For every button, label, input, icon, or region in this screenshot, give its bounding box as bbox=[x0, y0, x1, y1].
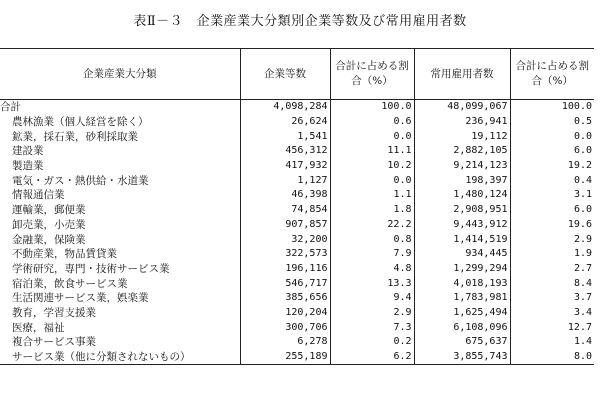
enterprises-cell: 300,706 bbox=[240, 320, 330, 335]
employees-pct-cell: 3.7 bbox=[510, 291, 594, 306]
industry-name-cell: 建設業 bbox=[12, 145, 44, 158]
employees-cell: 2,882,105 bbox=[414, 144, 510, 159]
enterprises-cell: 907,857 bbox=[240, 218, 330, 233]
industry-name-cell: 鉱業，採石業，砂利採取業 bbox=[12, 130, 138, 143]
enterprises-pct-cell: 100.0 bbox=[330, 100, 414, 115]
enterprises-cell: 26,624 bbox=[240, 115, 330, 130]
employees-cell: 1,625,494 bbox=[414, 306, 510, 321]
table-row bbox=[0, 335, 594, 350]
industry-name-cell: 不動産業，物品賃貸業 bbox=[12, 248, 117, 261]
enterprises-cell: 385,656 bbox=[240, 291, 330, 306]
enterprises-pct-cell: 7.9 bbox=[330, 247, 414, 262]
header-employees: 常用雇用者数 bbox=[414, 49, 510, 100]
enterprises-pct-cell: 10.2 bbox=[330, 159, 414, 174]
industry-statistics-table bbox=[0, 48, 594, 365]
employees-pct-cell: 1.9 bbox=[510, 247, 594, 262]
header-enterprises-pct: 合計に占める割合（%） bbox=[330, 49, 414, 100]
table-row bbox=[0, 276, 594, 291]
enterprises-pct-cell: 9.4 bbox=[330, 291, 414, 306]
table-row bbox=[0, 129, 594, 144]
employees-pct-cell: 6.0 bbox=[510, 203, 594, 218]
enterprises-cell: 74,854 bbox=[240, 203, 330, 218]
employees-cell: 9,443,912 bbox=[414, 218, 510, 233]
industry-name-cell: 電気・ガス・熱供給・水道業 bbox=[12, 174, 149, 187]
employees-cell: 3,855,743 bbox=[414, 350, 510, 365]
table-header-row bbox=[0, 49, 594, 100]
employees-pct-cell: 3.4 bbox=[510, 306, 594, 321]
employees-cell: 6,108,096 bbox=[414, 320, 510, 335]
table-row bbox=[0, 115, 594, 130]
header-employees-pct: 合計に占める割合（%） bbox=[510, 49, 594, 100]
enterprises-pct-cell: 0.8 bbox=[330, 232, 414, 247]
enterprises-cell: 255,189 bbox=[240, 350, 330, 365]
industry-name-cell: 農林漁業（個人経営を除く） bbox=[12, 116, 149, 129]
employees-pct-cell: 1.4 bbox=[510, 335, 594, 350]
industry-name-cell: 教育，学習支援業 bbox=[12, 306, 96, 319]
enterprises-pct-cell: 13.3 bbox=[330, 276, 414, 291]
employees-pct-cell: 19.6 bbox=[510, 218, 594, 233]
header-enterprises: 企業等数 bbox=[240, 49, 330, 100]
table-row bbox=[0, 247, 594, 262]
table-row bbox=[0, 320, 594, 335]
employees-cell: 1,783,981 bbox=[414, 291, 510, 306]
employees-pct-cell: 8.4 bbox=[510, 276, 594, 291]
employees-cell: 48,099,067 bbox=[414, 100, 510, 115]
enterprises-cell: 4,098,284 bbox=[240, 100, 330, 115]
industry-name-cell: 運輸業，郵便業 bbox=[12, 204, 86, 217]
table-row bbox=[0, 350, 594, 365]
industry-name-cell: 情報通信業 bbox=[12, 189, 65, 202]
industry-name-cell: 金融業，保険業 bbox=[12, 233, 86, 246]
enterprises-cell: 32,200 bbox=[240, 232, 330, 247]
employees-cell: 19,112 bbox=[414, 129, 510, 144]
table-row bbox=[0, 232, 594, 247]
table-row bbox=[0, 262, 594, 277]
enterprises-pct-cell: 1.1 bbox=[330, 188, 414, 203]
employees-pct-cell: 100.0 bbox=[510, 100, 594, 115]
employees-pct-cell: 2.7 bbox=[510, 262, 594, 277]
table-row bbox=[0, 159, 594, 174]
employees-cell: 9,214,123 bbox=[414, 159, 510, 174]
employees-cell: 1,480,124 bbox=[414, 188, 510, 203]
industry-name-cell: 合計 bbox=[0, 101, 21, 114]
table-row bbox=[0, 173, 594, 188]
enterprises-cell: 1,541 bbox=[240, 129, 330, 144]
employees-pct-cell: 0.5 bbox=[510, 115, 594, 130]
table-row bbox=[0, 144, 594, 159]
employees-pct-cell: 3.1 bbox=[510, 188, 594, 203]
table-body bbox=[0, 100, 594, 365]
table-row bbox=[0, 188, 594, 203]
enterprises-cell: 322,573 bbox=[240, 247, 330, 262]
employees-pct-cell: 0.0 bbox=[510, 129, 594, 144]
employees-pct-cell: 6.0 bbox=[510, 144, 594, 159]
industry-name-cell: 学術研究，専門・技術サービス業 bbox=[12, 262, 170, 275]
employees-cell: 236,941 bbox=[414, 115, 510, 130]
table-row bbox=[0, 218, 594, 233]
employees-pct-cell: 19.2 bbox=[510, 159, 594, 174]
enterprises-pct-cell: 4.8 bbox=[330, 262, 414, 277]
enterprises-pct-cell: 2.9 bbox=[330, 306, 414, 321]
employees-cell: 4,018,193 bbox=[414, 276, 510, 291]
employees-cell: 1,414,519 bbox=[414, 232, 510, 247]
industry-name-cell: 医療，福祉 bbox=[12, 321, 65, 334]
employees-cell: 1,299,294 bbox=[414, 262, 510, 277]
table-row-total bbox=[0, 100, 594, 115]
industry-name-cell: 宿泊業，飲食サービス業 bbox=[12, 277, 128, 290]
enterprises-cell: 46,398 bbox=[240, 188, 330, 203]
employees-pct-cell: 12.7 bbox=[510, 320, 594, 335]
enterprises-cell: 456,312 bbox=[240, 144, 330, 159]
enterprises-pct-cell: 6.2 bbox=[330, 350, 414, 365]
page-title: 表Ⅱ－３ 企業産業大分類別企業等数及び常用雇用者数 bbox=[133, 14, 467, 29]
industry-name-cell: 卸売業，小売業 bbox=[12, 218, 86, 231]
enterprises-pct-cell: 0.0 bbox=[330, 129, 414, 144]
enterprises-pct-cell: 0.6 bbox=[330, 115, 414, 130]
industry-name-cell: サービス業（他に分類されないもの） bbox=[0, 350, 240, 365]
enterprises-cell: 196,116 bbox=[240, 262, 330, 277]
enterprises-cell: 1,127 bbox=[240, 173, 330, 188]
enterprises-pct-cell: 0.0 bbox=[330, 173, 414, 188]
enterprises-cell: 417,932 bbox=[240, 159, 330, 174]
employees-cell: 2,908,951 bbox=[414, 203, 510, 218]
employees-cell: 198,397 bbox=[414, 173, 510, 188]
enterprises-pct-cell: 22.2 bbox=[330, 218, 414, 233]
industry-name-cell: 生活関連サービス業，娯楽業 bbox=[12, 292, 149, 305]
table-row bbox=[0, 291, 594, 306]
enterprises-pct-cell: 11.1 bbox=[330, 144, 414, 159]
table-row bbox=[0, 203, 594, 218]
table-row bbox=[0, 306, 594, 321]
industry-name-cell: 製造業 bbox=[12, 160, 44, 173]
enterprises-pct-cell: 1.8 bbox=[330, 203, 414, 218]
industry-name-cell: 複合サービス事業 bbox=[12, 336, 96, 349]
employees-cell: 675,637 bbox=[414, 335, 510, 350]
employees-pct-cell: 0.4 bbox=[510, 173, 594, 188]
employees-pct-cell: 2.9 bbox=[510, 232, 594, 247]
enterprises-pct-cell: 7.3 bbox=[330, 320, 414, 335]
enterprises-cell: 120,204 bbox=[240, 306, 330, 321]
enterprises-pct-cell: 0.2 bbox=[330, 335, 414, 350]
employees-cell: 934,445 bbox=[414, 247, 510, 262]
enterprises-cell: 6,278 bbox=[240, 335, 330, 350]
header-industry: 企業産業大分類 bbox=[0, 49, 240, 100]
employees-pct-cell: 8.0 bbox=[510, 350, 594, 365]
enterprises-cell: 546,717 bbox=[240, 276, 330, 291]
